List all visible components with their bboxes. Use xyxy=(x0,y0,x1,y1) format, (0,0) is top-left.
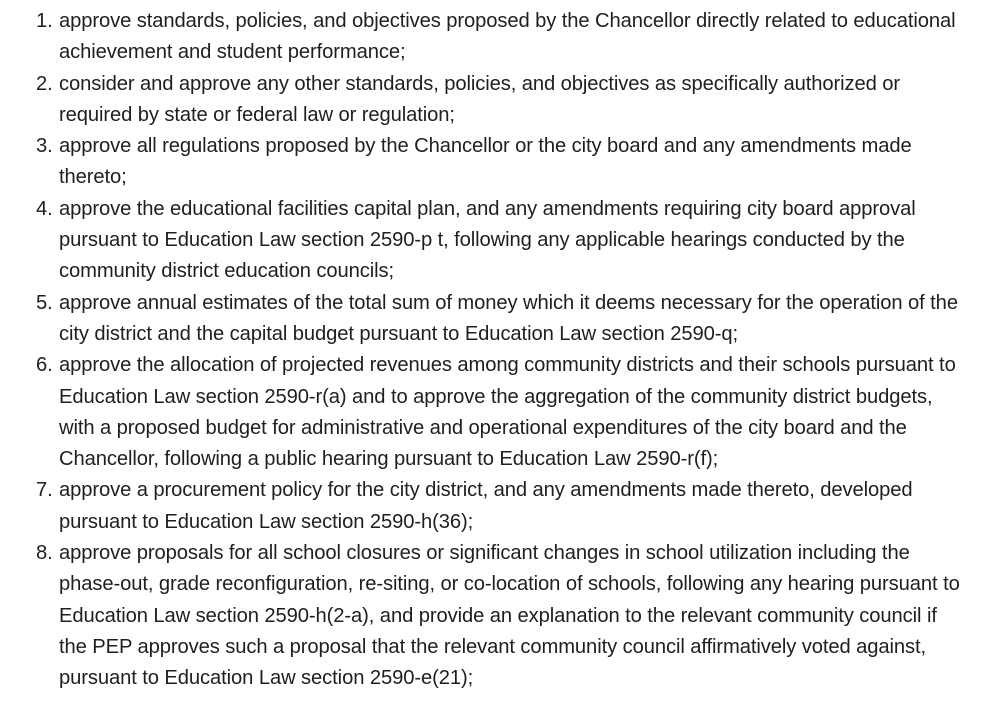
list-item xyxy=(0,350,1000,475)
list-item-number: 5. xyxy=(36,291,53,314)
list-item xyxy=(0,131,1000,194)
list-item-text: approve standards, policies, and objectives proposed by the Chancellor directly related to educational achievement and student performance; xyxy=(59,10,956,64)
list-item-text: approve the allocation of projected revenues among community districts and their schools pursuant to Education Law section 2590-r(a) and to approve the aggregation of the community district budgets, with a proposed budget for administrative and operational expenditures of the city board and the Chancellor, following a public hearing pursuant to Education Law 2590-r(f); xyxy=(59,354,956,471)
list-item xyxy=(0,538,1000,694)
list-item-number: 1. xyxy=(36,10,53,32)
list-item-text: approve the educational facilities capital plan, and any amendments requiring city board approval pursuant to Education Law section 2590-p t, following any applicable hearings conducted by the community district education councils; xyxy=(59,197,916,283)
list-item xyxy=(0,288,1000,351)
list-item-text: consider and approve any other standards, policies, and objectives as specifically authorized or required by state or federal law or regulation; xyxy=(59,72,901,126)
list-item-number: 3. xyxy=(36,135,53,158)
list-item xyxy=(0,194,1000,288)
list-item-text: approve a procurement policy for the city district, and any amendments made thereto, developed pursuant to Education Law section 2590-h(36); xyxy=(59,479,913,533)
list-item-number: 4. xyxy=(36,197,53,220)
list-item xyxy=(0,6,1000,69)
list-item-text: approve proposals for all school closures or significant changes in school utilization including the phase-out, grade reconfiguration, re-siting, or co-location of schools, following any hearing pursuant to Education Law section 2590-h(2-a), and provide an explanation to the relevant community council if the PEP approves such a proposal that the relevant community council affirmatively voted against, pursuant to Education Law section 2590-e(21); xyxy=(59,542,960,690)
list-item-text: approve annual estimates of the total sum of money which it deems necessary for the operation of the city district and the capital budget pursuant to Education Law section 2590-q; xyxy=(59,291,958,345)
list-item-text: approve all regulations proposed by the Chancellor or the city board and any amendments made thereto; xyxy=(59,135,912,189)
list-item-number: 2. xyxy=(36,72,53,95)
list-item-number: 8. xyxy=(36,542,53,565)
list-item xyxy=(0,475,1000,538)
numbered-list xyxy=(0,6,1000,695)
document-body xyxy=(0,6,1000,695)
list-item-number: 7. xyxy=(36,479,53,502)
list-item xyxy=(0,69,1000,132)
list-item-number: 6. xyxy=(36,354,53,377)
